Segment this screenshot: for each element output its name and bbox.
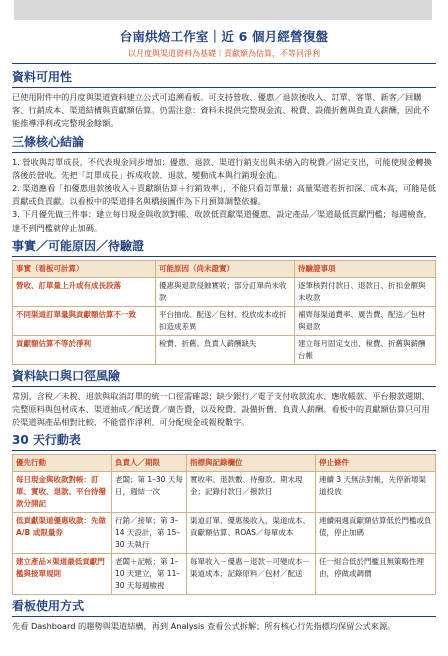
plan-heading: 30 天行動表 bbox=[12, 433, 81, 448]
table-cell: 稅費、折舊、負責人薪酬缺失 bbox=[156, 335, 295, 364]
plan-table-header-row bbox=[13, 455, 436, 472]
heading-divider bbox=[12, 386, 436, 387]
availability-body: 已使用附件中的月度與渠道資料建立公式可追溯看板。可支持營收、優惠／退款後收入、訂單、客單、新客／回購客、行銷成本、渠道結構與貢獻額估算。仍需注意：資料未提供完整現金流、稅費、設備折舊與負責人薪酬，因此不能推導淨利或完整現金餘額。 bbox=[12, 92, 430, 129]
facts-table bbox=[12, 260, 436, 365]
top-bar bbox=[14, 0, 432, 20]
table-cell: 連續兩週貢獻額估算低於門檻或負值，停止加碼 bbox=[316, 513, 436, 554]
table-row bbox=[13, 554, 436, 595]
availability-heading: 資料可用性 bbox=[12, 70, 73, 84]
gaps-body: 常別、含稅／未稅、退款與取消訂單的統一口徑需確認；缺少銀行／電子支付收款流水、應收帳款、平台撥款週期、完整原料與包材成本、渠道抽成／配送費／廣告費，以及稅費、設備折舊、負責人薪酬。看板中的貢獻額估算只可用於渠道與產品相對比較，不能當作淨利、可分配現金或報稅數字。 bbox=[12, 390, 430, 428]
table-cell: 建立產品×渠道最低貢獻門檻與接單規則 bbox=[13, 554, 112, 595]
conclusion-item-1: 1. 營收與訂單成長，不代表現金同步增加：優惠、退款、渠道行銷支出與未納入的稅費／固定支出，可能使現金轉換落後於營收。先把「訂單成長」拆成收款、退款、變動成本與行銷現金流。 bbox=[12, 156, 432, 180]
gaps-heading: 資料缺口與口徑風險 bbox=[12, 368, 121, 383]
table-cell: 逐筆核對付款日、退款日、折扣金額與未收款 bbox=[295, 277, 436, 306]
facts-col-verify: 待驗證事項 bbox=[295, 260, 436, 277]
table-cell: 老闆；第 1–30 天每日，週結一次 bbox=[112, 472, 187, 513]
table-cell: 貢獻額估算不等於淨利 bbox=[13, 335, 156, 364]
heading-divider bbox=[12, 87, 436, 88]
table-cell: 營收、訂單量上升或有成長段落 bbox=[13, 277, 156, 306]
heading-divider bbox=[12, 616, 436, 617]
table-cell: 優惠與退款侵蝕實收；部分訂單尚未收款 bbox=[156, 277, 295, 306]
heading-divider bbox=[12, 450, 436, 451]
title-divider bbox=[12, 63, 436, 64]
facts-table-header-row bbox=[13, 260, 436, 277]
table-row bbox=[13, 306, 436, 335]
page-title: 台南烘焙工作室｜近 6 個月經營復盤 bbox=[119, 29, 329, 44]
heading-divider bbox=[12, 152, 436, 153]
table-cell: 每單收入－優惠－退款－可變成本－渠道成本；記錄原料／包材／配送 bbox=[187, 554, 316, 595]
table-cell: 實收率、退款數、待撥款、期末現金；記錄付款日／撥款日 bbox=[187, 472, 316, 513]
table-cell: 建立每月固定支出、稅費、折舊與薪酬台帳 bbox=[295, 335, 436, 364]
dashboard-heading: 看板使用方式 bbox=[12, 599, 85, 614]
facts-col-fact: 事實（看板可計算） bbox=[13, 260, 156, 277]
table-row bbox=[13, 277, 436, 306]
table-row bbox=[13, 335, 436, 364]
facts-heading: 事實／可能原因／待驗證 bbox=[12, 238, 145, 253]
conclusion-item-2: 2. 渠道應看「扣優惠退款後收入＋貢獻額估算＋行銷效率」，不能只看訂單量；高量渠道若折扣深、成本高，可能是低貢獻或負貢獻。以看板中的渠道排名與橋接圖作為下月預算調整依據。 bbox=[12, 183, 436, 207]
table-cell: 補齊每渠道費率、廣告費、配送／包材與退款 bbox=[295, 306, 436, 335]
plan-col-metrics: 指標與記錄欄位 bbox=[187, 455, 316, 472]
plan-col-stop: 停止條件 bbox=[316, 455, 436, 472]
table-cell: 每日現金與收款對帳：訂單、實收、退款、平台待撥款分開記 bbox=[13, 472, 112, 513]
plan-col-action: 優先行動 bbox=[13, 455, 112, 472]
table-cell: 老闆＋記帳；第 1–10 天建立，第 11–30 天每週檢視 bbox=[112, 554, 187, 595]
conclusions-heading: 三條核心結論 bbox=[12, 134, 85, 149]
dashboard-body: 先看 Dashboard 的趨勢與渠道結構，再到 Analysis 查看公式拆解；所有核心行先指標均保留公式來源。 bbox=[12, 621, 396, 632]
table-row bbox=[13, 513, 436, 554]
table-cell: 渠道訂單、優惠後收入、渠道成本、貢獻額估算、ROAS／每單成本 bbox=[187, 513, 316, 554]
table-cell: 低貢獻渠道優惠收款：先做 A/B 或限量券 bbox=[13, 513, 112, 554]
report-page bbox=[12, 28, 436, 634]
conclusion-item-3: 3. 下月優先做三件事：建立每日現金與收款對帳、收款低貢獻渠道優惠、設定產品／渠道最低貢獻門檻；每週檢查，達不到門檻就停止加碼。 bbox=[12, 209, 432, 233]
plan-col-owner: 負責人／期限 bbox=[112, 455, 187, 472]
action-plan-table bbox=[12, 454, 436, 595]
table-row bbox=[13, 472, 436, 513]
table-cell: 行銷／接單；第 3–14 天設計，第 15–30 天執行 bbox=[112, 513, 187, 554]
heading-divider bbox=[12, 256, 436, 257]
table-cell: 連續 3 天無法對帳，先停新增渠道投放 bbox=[316, 472, 436, 513]
table-cell: 平台抽成、配送／包材、投放成本或折扣造成差異 bbox=[156, 306, 295, 335]
page-subtitle: 以月度與渠道資料為基礎｜貢獻額為估算，不等同淨利 bbox=[128, 49, 320, 58]
table-cell: 任一組合低於門檻且無策略性理由，停做或調價 bbox=[316, 554, 436, 595]
facts-col-cause: 可能原因（尚未證實） bbox=[156, 260, 295, 277]
table-cell: 不同渠道訂單量與貢獻額估算不一致 bbox=[13, 306, 156, 335]
